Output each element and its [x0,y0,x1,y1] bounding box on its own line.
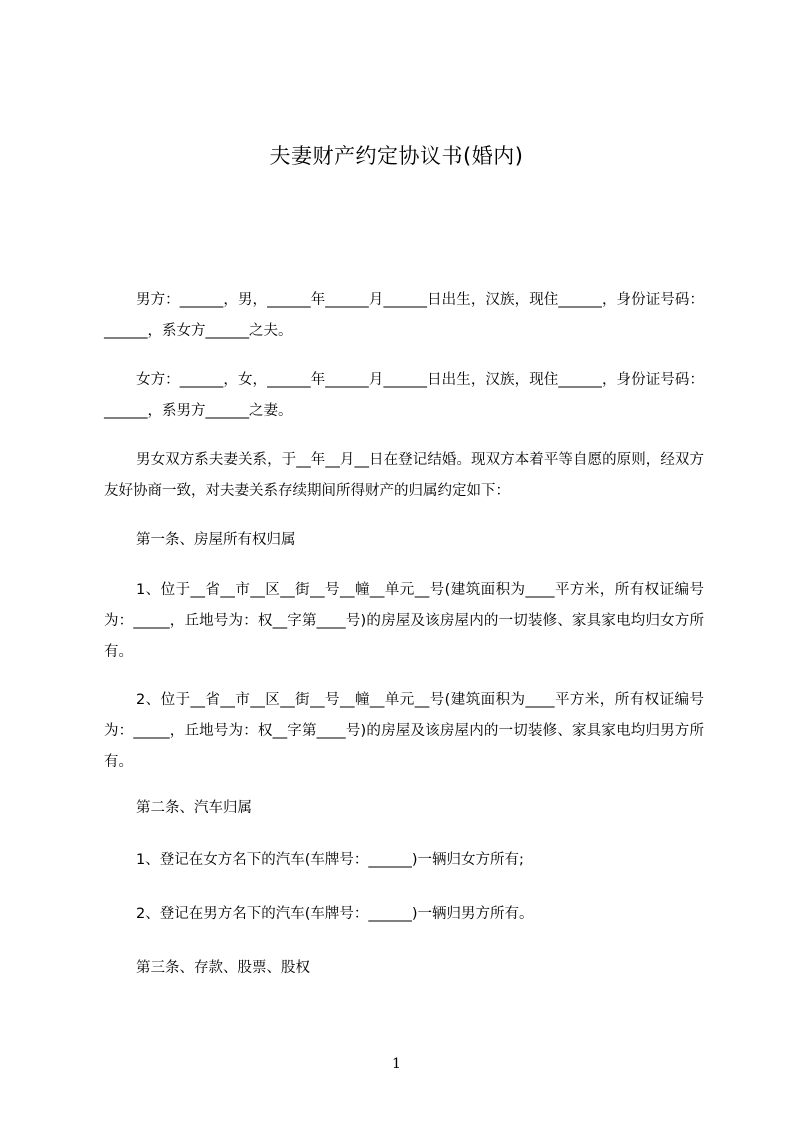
paragraph-wife-info: 女方：______，女，______年______月______日出生，汉族，现住______，身份证号码：______，系男方______之妻。 [104,372,704,419]
page-number: 1 [392,1056,401,1072]
paragraph-preamble: 男女双方系夫妻关系，于__年__月__日在登记结婚。现双方本着平等自愿的原则，经双方友好协商一致，对夫妻关系存续期间所得财产的归属约定如下： [104,452,704,499]
article-heading-1: 第一条、房屋所有权归属 [136,532,296,548]
article-1-item-2: 2、位于__省__市__区__街__号__幢__单元__号(建筑面积为____平方米，所有权证编号为：_____，丘地号为：权__字第____号)的房屋及该房屋内的一切装修、家具家电均归男方所有。 [104,692,704,770]
article-heading-2: 第二条、汽车归属 [136,800,252,816]
article-2-item-2: 2、登记在男方名下的汽车(车牌号：______)一辆归男方所有。 [136,906,534,922]
article-2-item-1: 1、登记在女方名下的汽车(车牌号：______)一辆归女方所有; [136,852,524,868]
article-heading-3: 第三条、存款、股票、股权 [136,960,310,976]
paragraph-husband-info: 男方：______，男，______年______月______日出生，汉族，现住______，身份证号码：______，系女方______之夫。 [104,292,704,339]
document-title: 夫妻财产约定协议书(婚内) [269,144,524,168]
article-1-item-1: 1、位于__省__市__区__街__号__幢__单元__号(建筑面积为____平方米，所有权证编号为：_____，丘地号为：权__字第____号)的房屋及该房屋内的一切装修、家具家电均归女方所有。 [104,582,704,660]
